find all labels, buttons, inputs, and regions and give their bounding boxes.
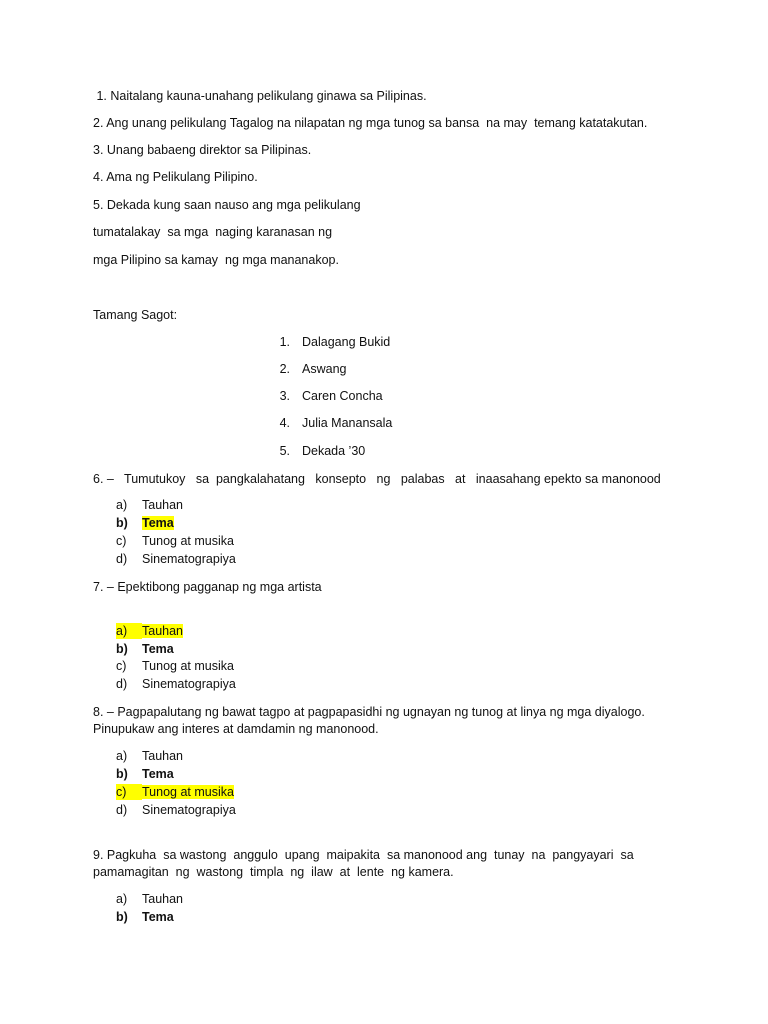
question-5-line-2: tumatalakay sa mga naging karanasan ng: [93, 225, 333, 239]
option-text-highlighted: Tauhan: [142, 624, 184, 638]
answer-text: Caren Concha: [302, 389, 383, 403]
option-label: c): [116, 534, 127, 548]
question-5-line-3: mga Pilipino sa kamay ng mga mananakop.: [93, 253, 339, 267]
option-text: Tauhan: [142, 892, 184, 906]
answer-text: Dalagang Bukid: [302, 335, 391, 349]
option-b: [116, 766, 174, 782]
option-text-highlighted: Tunog at musika: [142, 785, 234, 799]
option-label: a): [116, 749, 128, 763]
option-text: Sinematograpiya: [142, 677, 236, 691]
option-label: a): [116, 498, 128, 512]
option-text: Tema: [142, 910, 174, 924]
option-text: Tema: [142, 767, 174, 781]
option-d: [116, 551, 236, 567]
option-d: [116, 802, 236, 818]
option-label: b): [116, 516, 128, 530]
option-text: Tunog at musika: [142, 659, 234, 673]
option-text: Sinematograpiya: [142, 552, 236, 566]
option-text-highlighted: Tema: [142, 516, 174, 530]
option-label: b): [116, 910, 128, 924]
option-a-selected: [116, 623, 183, 639]
answer-number: 4.: [279, 416, 290, 430]
question-8-line-2: Pinupukaw ang interes at damdamin ng manonood.: [93, 722, 379, 736]
question-6: 6. – Tumutukoy sa pangkalahatang konsepto ng palabas at inaasahang epekto sa manonood: [93, 472, 661, 486]
option-text: Tema: [142, 642, 174, 656]
answers-heading: Tamang Sagot:: [93, 308, 178, 322]
option-c: [116, 533, 234, 549]
option-d: [116, 676, 236, 692]
answer-text: Aswang: [302, 362, 347, 376]
option-label: a): [116, 892, 128, 906]
option-label: d): [116, 803, 128, 817]
option-a: [116, 497, 183, 513]
question-4: 4. Ama ng Pelikulang Pilipino.: [93, 170, 258, 184]
option-label: a): [116, 623, 142, 639]
option-text: Tunog at musika: [142, 534, 234, 548]
option-text: Tauhan: [142, 749, 184, 763]
option-text: Sinematograpiya: [142, 803, 236, 817]
option-label: d): [116, 552, 128, 566]
question-9-line-2: pamamagitan ng wastong timpla ng ilaw at lente ng kamera.: [93, 865, 454, 879]
option-b: [116, 909, 174, 925]
answer-text: Dekada ’30: [302, 444, 366, 458]
option-text: Tauhan: [142, 498, 184, 512]
option-a: [116, 891, 183, 907]
question-9-line-1: 9. Pagkuha sa wastong anggulo upang maipakita sa manonood ang tunay na pangyayari sa: [93, 848, 634, 862]
answer-number: 5.: [279, 444, 290, 458]
answer-number: 1.: [279, 335, 290, 349]
option-label: c): [116, 784, 142, 800]
option-b-selected: [116, 515, 174, 531]
question-5-line-1: 5. Dekada kung saan nauso ang mga pelikulang: [93, 198, 361, 212]
option-a: [116, 748, 183, 764]
question-7: 7. – Epektibong pagganap ng mga artista: [93, 580, 322, 594]
option-label: c): [116, 659, 127, 673]
option-c: [116, 658, 234, 674]
question-1: 1. Naitalang kauna-unahang pelikulang ginawa sa Pilipinas.: [93, 89, 427, 103]
option-c-selected: [116, 784, 234, 800]
option-label: d): [116, 677, 128, 691]
answer-text: Julia Manansala: [302, 416, 393, 430]
option-b: [116, 641, 174, 657]
question-3: 3. Unang babaeng direktor sa Pilipinas.: [93, 143, 312, 157]
option-label: b): [116, 642, 128, 656]
question-8-line-1: 8. – Pagpapalutang ng bawat tagpo at pagpapasidhi ng ugnayan ng tunog at linya ng mga diyalogo.: [93, 705, 645, 719]
answer-number: 3.: [279, 389, 290, 403]
answer-number: 2.: [279, 362, 290, 376]
option-label: b): [116, 767, 128, 781]
question-2: 2. Ang unang pelikulang Tagalog na nilapatan ng mga tunog sa bansa na may temang katatakutan.: [93, 116, 648, 130]
